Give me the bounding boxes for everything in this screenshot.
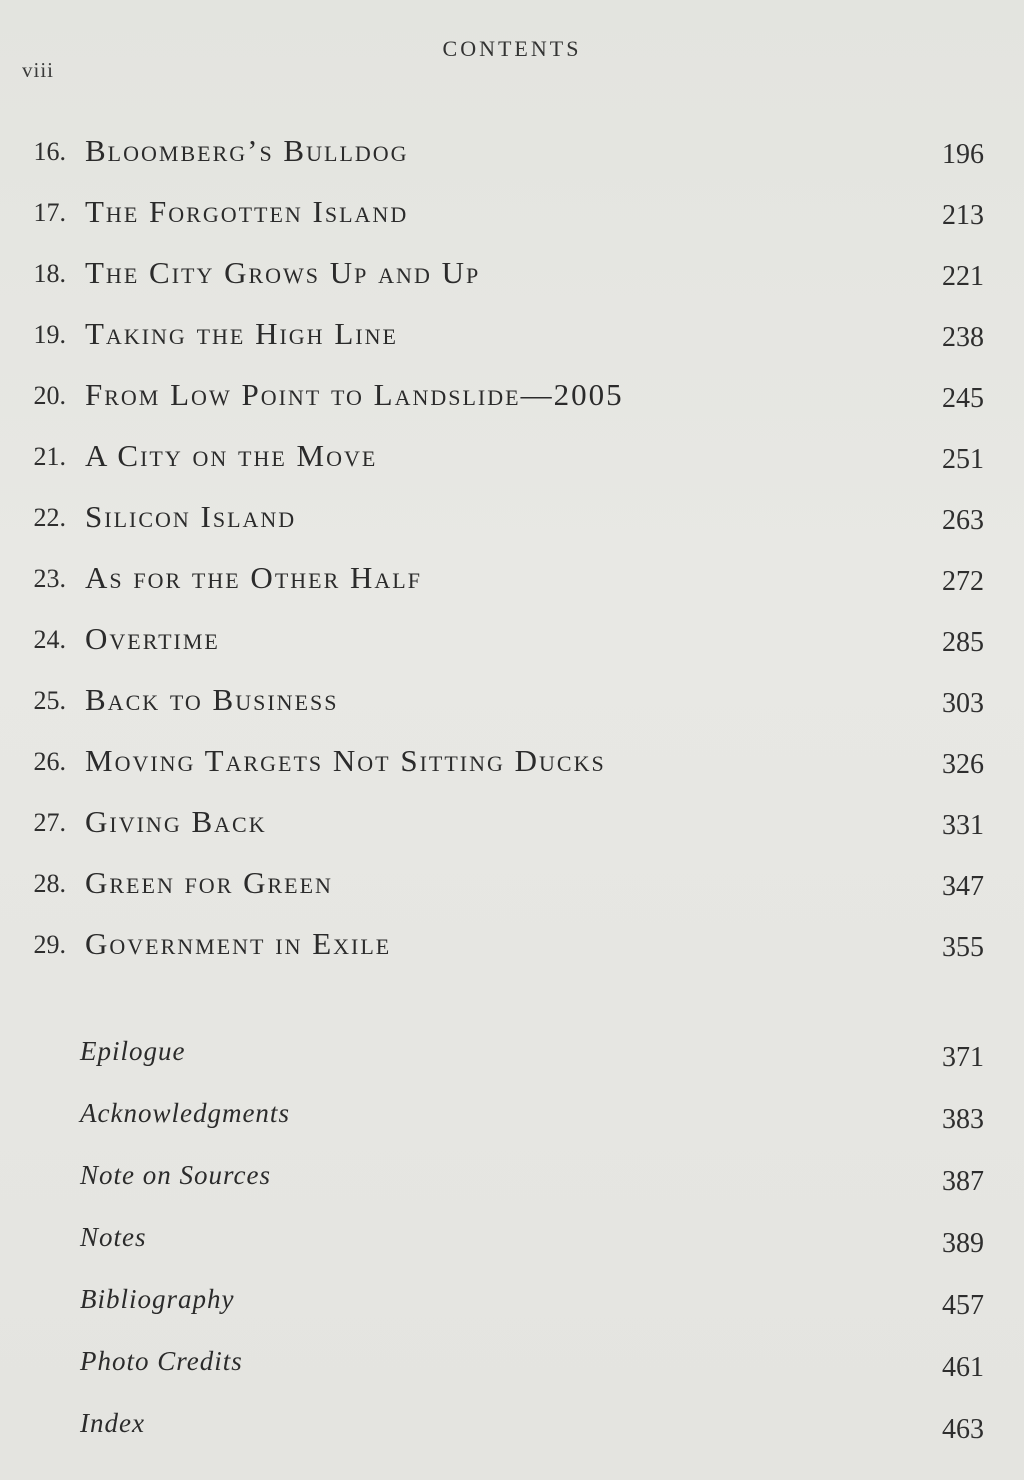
page-reference: 461 bbox=[942, 1352, 984, 1383]
toc-entry bbox=[0, 255, 1024, 295]
running-head-text: CONTENTS bbox=[442, 36, 582, 61]
chapter-title: The Forgotten Island bbox=[85, 194, 409, 229]
page-reference: 326 bbox=[942, 749, 984, 780]
chapter-number: 28. bbox=[33, 869, 66, 898]
chapter-title: Government in Exile bbox=[85, 926, 392, 961]
toc-entry bbox=[0, 1408, 1024, 1448]
page-reference: 213 bbox=[942, 200, 984, 231]
chapter-title: Bloomberg’s Bulldog bbox=[85, 133, 409, 168]
back-matter-title: Notes bbox=[80, 1222, 147, 1252]
chapter-number: 19. bbox=[33, 320, 66, 349]
toc-entry bbox=[0, 1346, 1024, 1386]
page-reference: 387 bbox=[942, 1166, 984, 1197]
toc-entry bbox=[0, 865, 1024, 905]
chapter-title: As for the Other Half bbox=[85, 560, 422, 595]
toc-entry bbox=[0, 1284, 1024, 1324]
toc-entry bbox=[0, 194, 1024, 234]
chapter-number: 22. bbox=[33, 503, 66, 532]
toc-entry bbox=[0, 1098, 1024, 1138]
page-reference: 272 bbox=[942, 566, 984, 597]
chapter-title: Giving Back bbox=[85, 804, 267, 839]
page-reference: 331 bbox=[942, 810, 984, 841]
page-reference: 355 bbox=[942, 932, 984, 963]
page-reference: 371 bbox=[942, 1042, 984, 1073]
toc-entry bbox=[0, 682, 1024, 722]
chapter-title: From Low Point to Landslide—2005 bbox=[85, 377, 624, 412]
toc-entry bbox=[0, 499, 1024, 539]
chapter-title: Silicon Island bbox=[85, 499, 297, 534]
chapter-title: A City on the Move bbox=[85, 438, 378, 473]
page-reference: 463 bbox=[942, 1414, 984, 1445]
chapter-number: 18. bbox=[33, 259, 66, 288]
chapter-number: 25. bbox=[33, 686, 66, 715]
page-reference: 245 bbox=[942, 383, 984, 414]
page-reference: 238 bbox=[942, 322, 984, 353]
back-matter-title: Index bbox=[80, 1408, 145, 1438]
toc-entry bbox=[0, 438, 1024, 478]
toc-entry bbox=[0, 743, 1024, 783]
page-reference: 303 bbox=[942, 688, 984, 719]
toc-entry bbox=[0, 926, 1024, 966]
toc-entry bbox=[0, 133, 1024, 173]
toc-entry bbox=[0, 1160, 1024, 1200]
chapter-number: 20. bbox=[33, 381, 66, 410]
chapter-title: Back to Business bbox=[85, 682, 339, 717]
chapter-number: 16. bbox=[33, 137, 66, 166]
page-reference: 263 bbox=[942, 505, 984, 536]
back-matter-title: Acknowledgments bbox=[80, 1098, 290, 1128]
page-reference: 389 bbox=[942, 1228, 984, 1259]
chapter-title: Taking the High Line bbox=[85, 316, 398, 351]
toc-entry bbox=[0, 316, 1024, 356]
folio-page-number: viii bbox=[22, 58, 55, 82]
toc-entry bbox=[0, 377, 1024, 417]
page-reference: 457 bbox=[942, 1290, 984, 1321]
page-reference: 383 bbox=[942, 1104, 984, 1135]
back-matter-title: Bibliography bbox=[80, 1284, 235, 1314]
page-reference: 196 bbox=[942, 139, 984, 170]
toc-entry bbox=[0, 804, 1024, 844]
chapter-title: The City Grows Up and Up bbox=[85, 255, 481, 290]
chapter-number: 24. bbox=[33, 625, 66, 654]
running-head bbox=[0, 36, 1024, 62]
page-reference: 221 bbox=[942, 261, 984, 292]
page-reference: 251 bbox=[942, 444, 984, 475]
page-reference: 285 bbox=[942, 627, 984, 658]
chapter-number: 21. bbox=[33, 442, 66, 471]
back-matter-title: Note on Sources bbox=[80, 1160, 271, 1190]
toc-entry bbox=[0, 1222, 1024, 1262]
page-reference: 347 bbox=[942, 871, 984, 902]
chapter-number: 17. bbox=[33, 198, 66, 227]
toc-entry bbox=[0, 1036, 1024, 1076]
chapter-title: Green for Green bbox=[85, 865, 333, 900]
chapter-number: 29. bbox=[33, 930, 66, 959]
chapter-number: 23. bbox=[33, 564, 66, 593]
chapter-number: 26. bbox=[33, 747, 66, 776]
back-matter-title: Epilogue bbox=[80, 1036, 186, 1066]
chapter-title: Moving Targets Not Sitting Ducks bbox=[85, 743, 606, 778]
chapter-title: Overtime bbox=[85, 621, 220, 656]
toc-entry bbox=[0, 560, 1024, 600]
toc-entry bbox=[0, 621, 1024, 661]
back-matter-title: Photo Credits bbox=[80, 1346, 243, 1376]
chapter-number: 27. bbox=[33, 808, 66, 837]
